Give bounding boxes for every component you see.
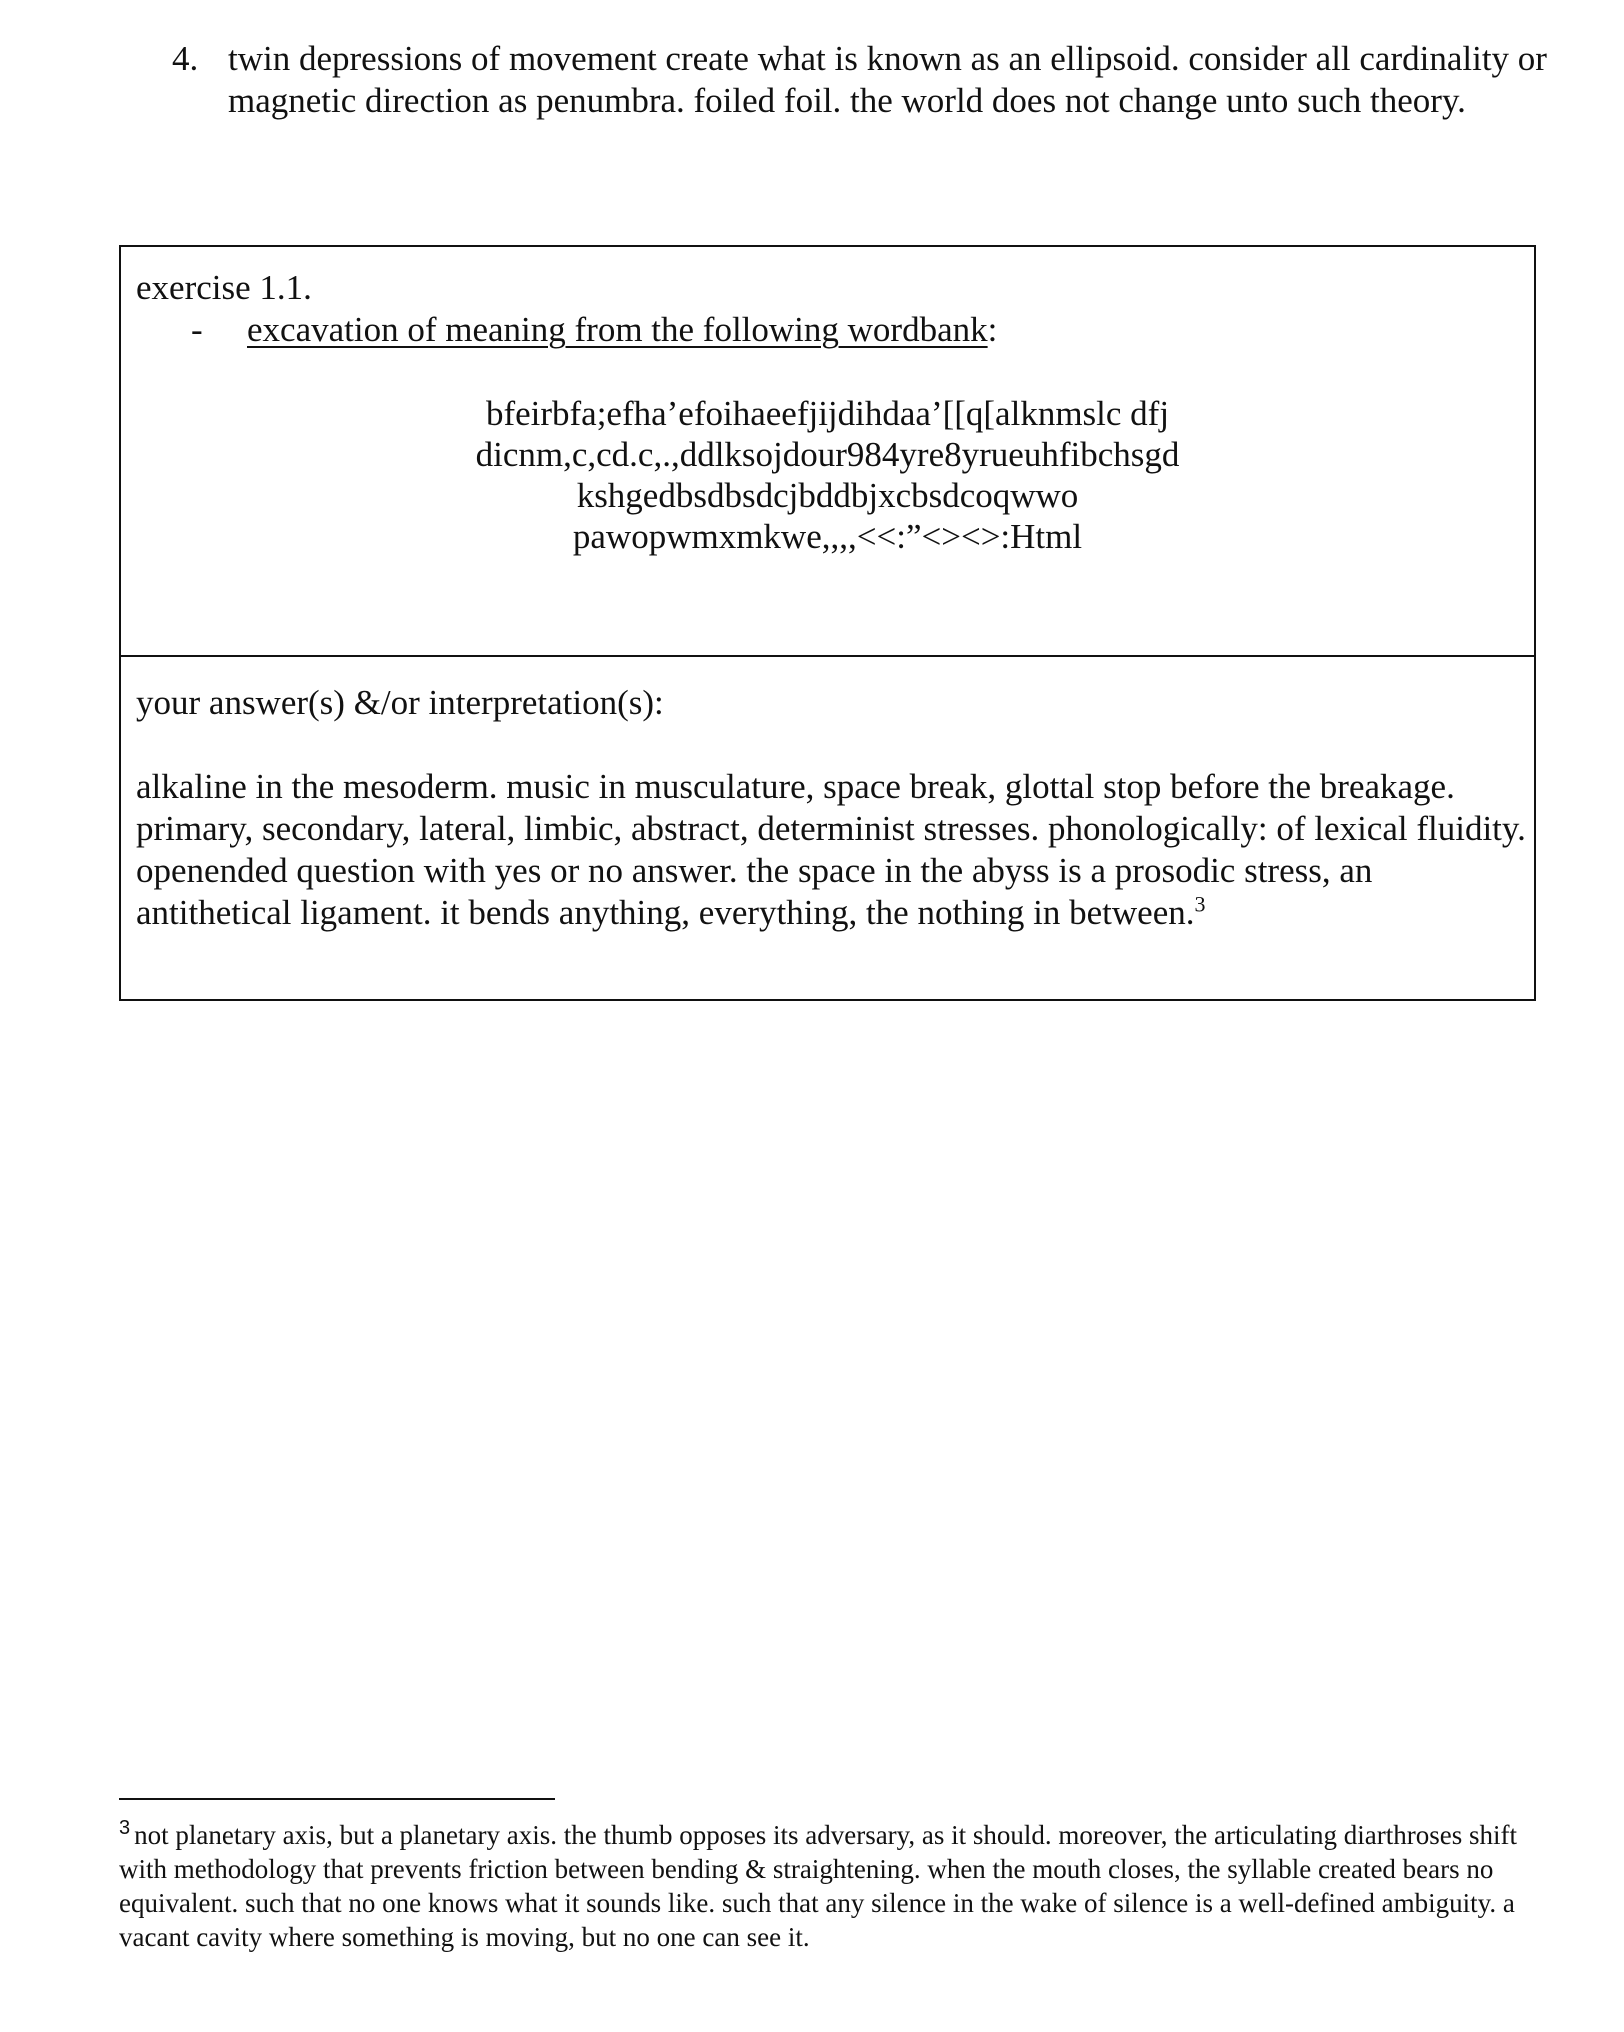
exercise-title: exercise 1.1. [136, 268, 312, 307]
wordbank-line: bfeirbfa;efha’efoihaeefjijdihdaa’[[q[alknmslc dfj [485, 394, 1170, 433]
answer-label: your answer(s) &/or interpretation(s): [136, 683, 664, 722]
answer-body: alkaline in the mesoderm. music in musculature, space break, glottal stop before the breakage. primary, secondary, lateral, limbic, abstract, determinist stresses. phonologically: of lexical fluidity. openended question with yes or no answer. the space in the abyss is a prosodic stress, an antithetical ligament. it bends anything, everything, the nothing in between. [136, 767, 1526, 932]
footnote-text: not planetary axis, but a planetary axis. the thumb opposes its adversary, as it should. moreover, the articulating diarthroses shift with methodology that prevents friction between bending & straightening. when the mouth closes, the syllable created bears no equivalent. such that no one knows what it sounds like. such that any silence in the wake of silence is a well-defined ambiguity. a vacant cavity where something is moving, but no one can see it. [119, 1820, 1517, 1952]
numbered-item-4 [172, 38, 1552, 122]
exercise-answer-cell [121, 657, 1534, 1001]
exercise-subheading [191, 309, 997, 351]
footnote-marker: 3 [119, 1817, 131, 1839]
wordbank-line: dicnm,c,cd.c,.,ddlksojdour984yre8yrueuhfibchsgd [475, 435, 1180, 474]
wordbank-line: kshgedbsdbsdcjbddbjxcbsdcoqwwo [576, 476, 1079, 515]
footnote [119, 1818, 1519, 1954]
bullet-dash: - [191, 310, 203, 349]
wordbank [121, 393, 1534, 557]
subheading-text: excavation of meaning from the following wordbank [247, 310, 988, 349]
wordbank-line: pawopwmxmkwe,,,,<<:”<><>:Html [572, 517, 1083, 556]
exercise-table [119, 245, 1536, 1001]
answer-text [136, 766, 1526, 934]
item-text: twin depressions of movement create what is known as an ellipsoid. consider all cardinality or magnetic direction as penumbra. foiled foil. the world does not change unto such theory. [228, 39, 1547, 120]
footnote-separator [119, 1798, 555, 1800]
item-number: 4. [172, 39, 199, 78]
footnote-reference[interactable]: 3 [1194, 891, 1206, 917]
exercise-prompt-cell [121, 247, 1534, 657]
subheading-colon: : [987, 310, 998, 349]
